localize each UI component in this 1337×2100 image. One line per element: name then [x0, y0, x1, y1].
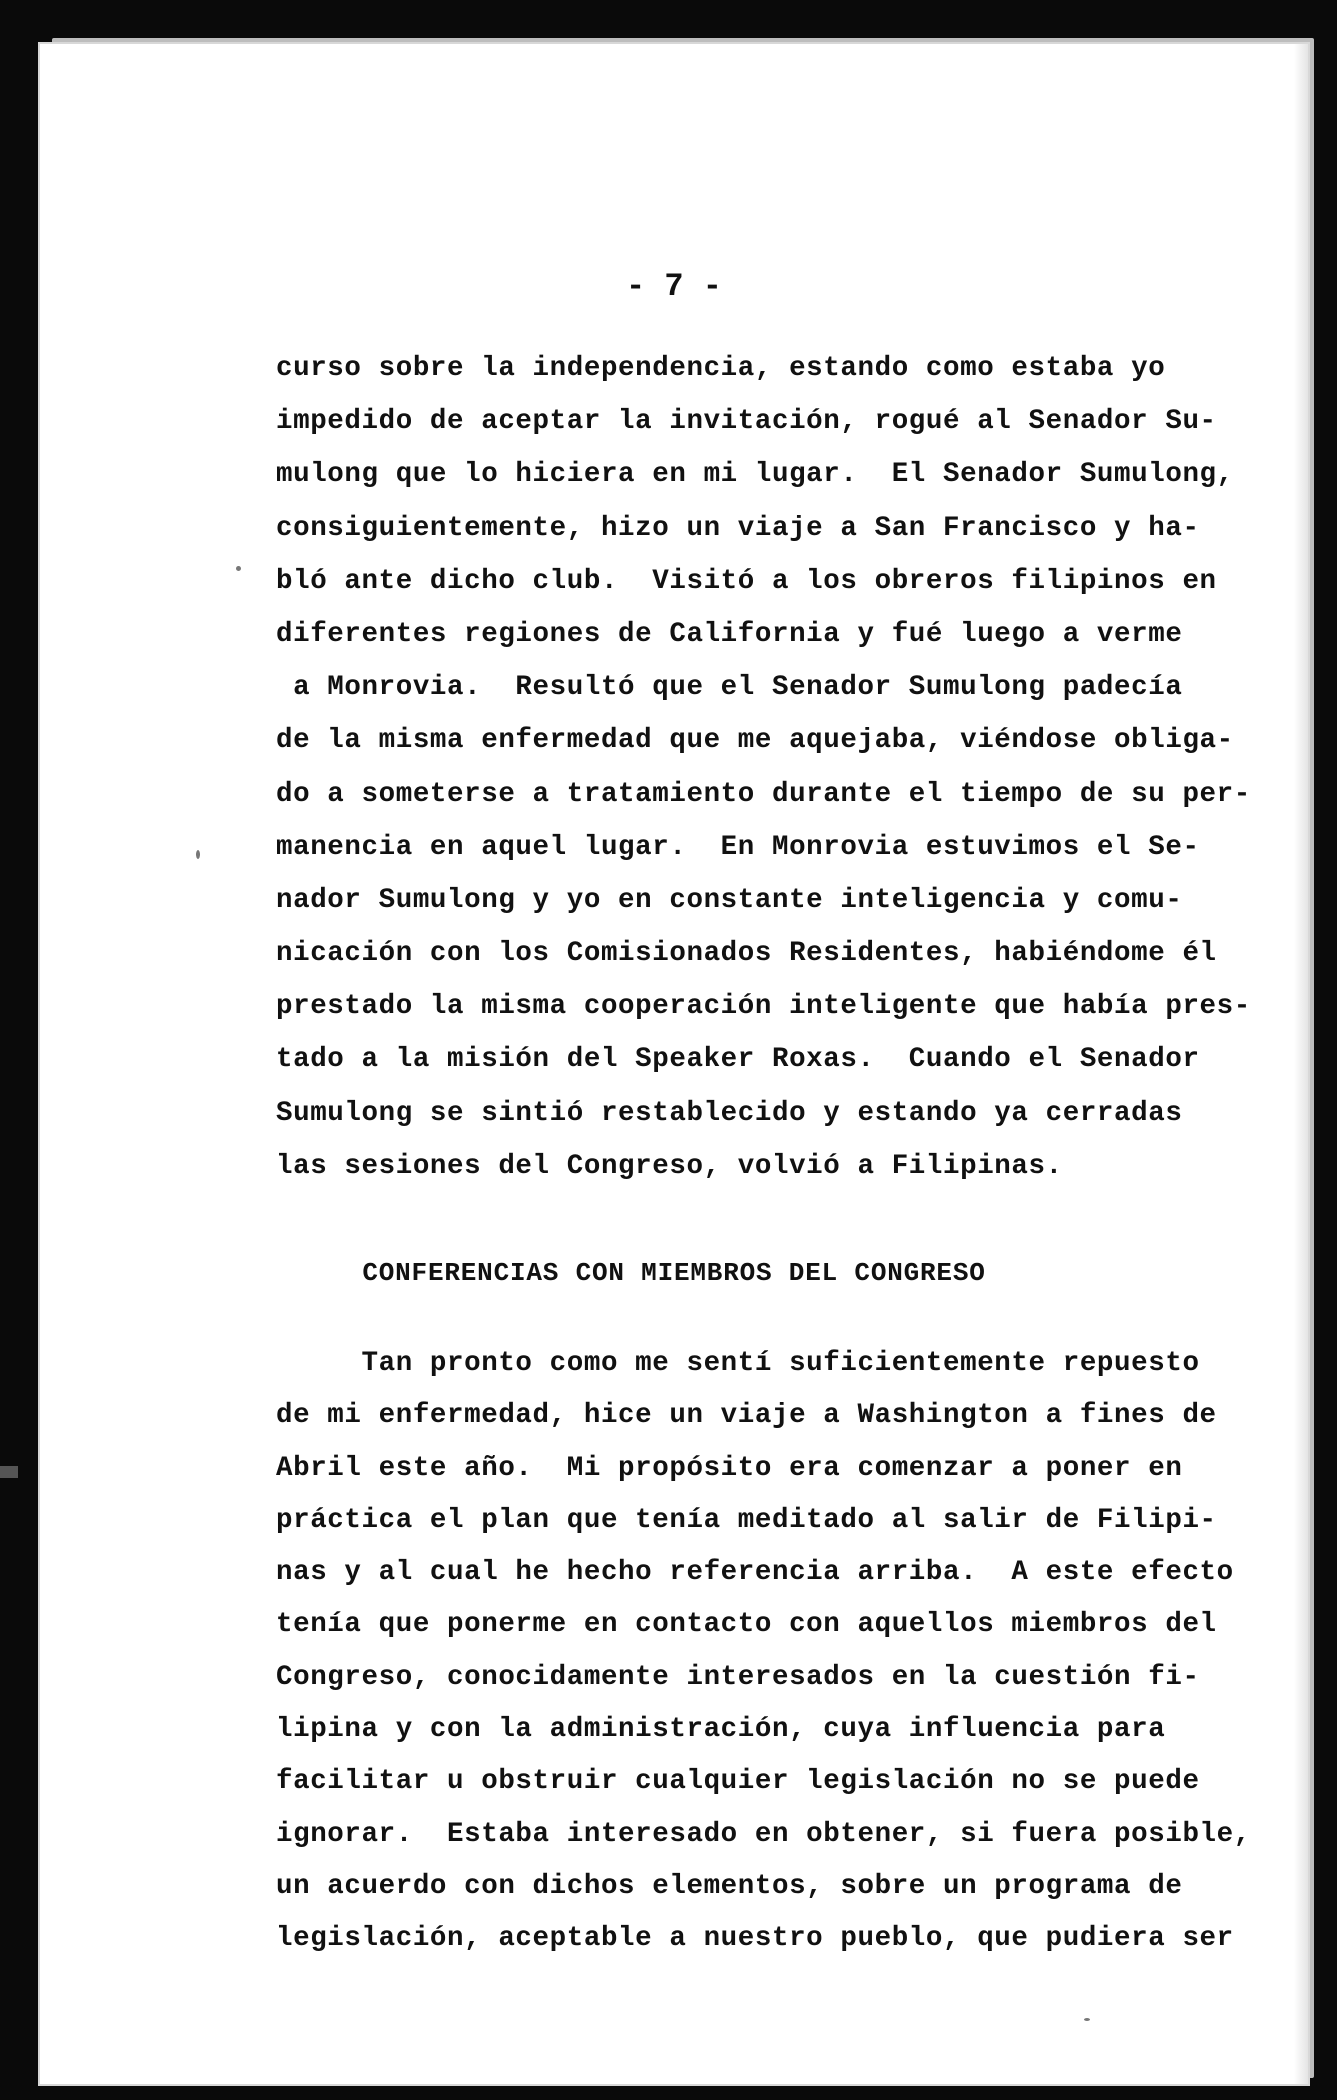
text-line: do a someterse a tratamiento durante el tiempo de su per- — [276, 778, 1251, 810]
text-line: Abril este año. Mi propósito era comenzar a poner en — [276, 1452, 1183, 1484]
text-line: impedido de aceptar la invitación, rogué al Senador Su- — [276, 406, 1217, 438]
paragraph-2 — [276, 1338, 1251, 1966]
paragraph-1 — [276, 342, 1251, 1193]
text-line: Tan pronto como me sentí suficientemente repuesto — [276, 1348, 1200, 1379]
section-heading: CONFERENCIAS CON MIEMBROS DEL CONGRESO — [362, 1258, 986, 1288]
text-line: consiguientemente, hizo un viaje a San Francisco y ha- — [276, 512, 1200, 544]
text-line: mulong que lo hiciera en mi lugar. El Senador Sumulong, — [276, 459, 1234, 491]
text-line: Congreso, conocidamente interesados en la cuestión fi- — [276, 1661, 1200, 1693]
text-line: prestado la misma cooperación inteligente que había pres- — [276, 991, 1251, 1023]
text-line: de mi enfermedad, hice un viaje a Washington a fines de — [276, 1400, 1217, 1432]
text-line: lipina y con la administración, cuya influencia para — [276, 1714, 1166, 1746]
text-line: legislación, aceptable a nuestro pueblo, que pudiera ser — [276, 1923, 1234, 1955]
text-line: diferentes regiones de California y fué luego a verme — [276, 618, 1183, 650]
text-line: ignorar. Estaba interesado en obtener, si fuera posible, — [276, 1818, 1251, 1850]
page-edge — [1294, 44, 1308, 2084]
document-page — [40, 44, 1308, 2084]
paper-speck — [1084, 2018, 1090, 2021]
text-line: Sumulong se sintió restablecido y estando ya cerradas — [276, 1097, 1183, 1129]
text-line: nador Sumulong y yo en constante inteligencia y comu- — [276, 884, 1183, 916]
text-line: tenía que ponerme en contacto con aquellos miembros del — [276, 1609, 1217, 1641]
text-line: práctica el plan que tenía meditado al salir de Filipi- — [276, 1504, 1217, 1536]
text-line: manencia en aquel lugar. En Monrovia estuvimos el Se- — [276, 831, 1200, 863]
text-line: de la misma enfermedad que me aquejaba, viéndose obliga- — [276, 725, 1234, 757]
binding-mark — [0, 1466, 18, 1478]
text-line: un acuerdo con dichos elementos, sobre un programa de — [276, 1870, 1183, 1902]
text-line: tado a la misión del Speaker Roxas. Cuando el Senador — [276, 1044, 1200, 1076]
text-line: nas y al cual he hecho referencia arriba. A este efecto — [276, 1557, 1234, 1589]
page-number: - 7 - — [625, 268, 722, 305]
text-line: curso sobre la independencia, estando como estaba yo — [276, 353, 1166, 384]
text-line: bló ante dicho club. Visitó a los obreros filipinos en — [276, 565, 1217, 597]
text-line: facilitar u obstruir cualquier legislación no se puede — [276, 1766, 1200, 1798]
text-line: a Monrovia. Resultó que el Senador Sumulong padecía — [276, 672, 1183, 704]
paper-speck — [196, 850, 200, 859]
paper-speck — [236, 566, 241, 571]
text-line: las sesiones del Congreso, volvió a Filipinas. — [276, 1150, 1063, 1182]
text-line: nicación con los Comisionados Residentes, habiéndome él — [276, 938, 1217, 970]
